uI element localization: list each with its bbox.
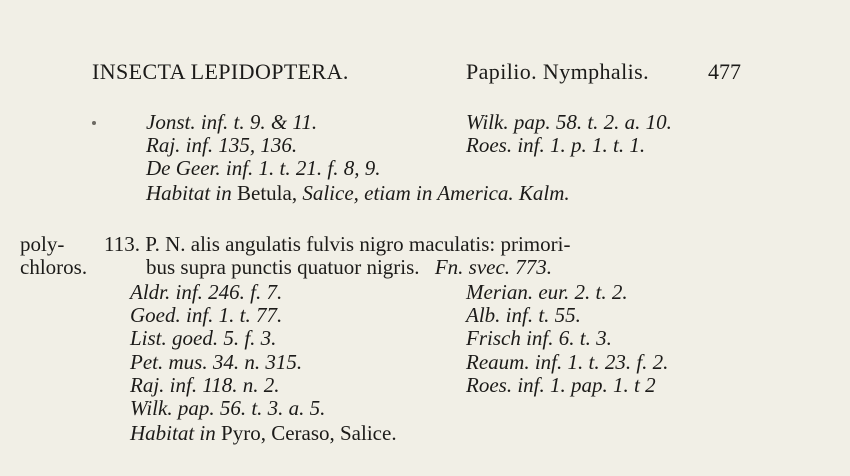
ink-speck	[92, 121, 96, 125]
entry-number: 113.	[104, 232, 140, 256]
top-ref-left-2: Raj. inf. 135, 136.	[146, 133, 298, 157]
running-header-title: INSECTA LEPIDOPTERA.	[92, 59, 349, 84]
fauna-svecica-ref: Fn. svec. 773.	[434, 255, 553, 279]
entry-ref-left-5: Raj. inf. 118. n. 2.	[130, 373, 280, 397]
entry-habitat-label: Habitat in	[130, 421, 216, 445]
entry-ref-left-3: List. goed. 5. f. 3.	[130, 326, 277, 350]
running-header-genus: Papilio. Nymphalis.	[466, 59, 649, 84]
entry-ref-right-3: Frisch inf. 6. t. 3.	[466, 326, 612, 350]
entry-description: P. N. alis angulatis fulvis nigro maculatis: primori-	[145, 232, 571, 256]
entry-ref-right-1: Merian. eur. 2. t. 2.	[466, 280, 628, 304]
top-habitat-line	[146, 181, 570, 205]
page-number: 477	[708, 59, 741, 84]
top-ref-right-2: Roes. inf. 1. p. 1. t. 1.	[466, 133, 646, 157]
entry-description-cont: bus supra punctis quatuor nigris.	[146, 255, 420, 279]
habitat-note: , etiam in America. Kalm.	[353, 181, 570, 205]
species-name-line-2: chloros.	[20, 255, 88, 279]
top-ref-left-3: De Geer. inf. 1. t. 21. f. 8, 9.	[146, 156, 381, 180]
entry-ref-right-4: Reaum. inf. 1. t. 23. f. 2.	[466, 350, 669, 374]
entry-habitat-line	[130, 421, 397, 445]
entry-ref-left-6: Wilk. pap. 56. t. 3. a. 5.	[130, 396, 326, 420]
species-name-line-1: poly-	[20, 232, 65, 256]
entry-description-line-1	[104, 232, 570, 256]
entry-ref-left-4: Pet. mus. 34. n. 315.	[130, 350, 303, 374]
habitat-label: Habitat in	[146, 181, 232, 205]
entry-ref-right-2: Alb. inf. t. 55.	[466, 303, 581, 327]
entry-description-line-2	[146, 255, 552, 279]
top-ref-right-1: Wilk. pap. 58. t. 2. a. 10.	[466, 110, 672, 134]
top-ref-left-1: Jonst. inf. t. 9. & 11.	[146, 110, 318, 134]
habitat-plant-roman: Betula,	[237, 181, 298, 205]
entry-ref-left-1: Aldr. inf. 246. f. 7.	[130, 280, 283, 304]
entry-ref-right-5: Roes. inf. 1. pap. 1. t 2	[466, 373, 656, 397]
entry-ref-left-2: Goed. inf. 1. t. 77.	[130, 303, 283, 327]
entry-habitat-plants: Pyro, Ceraso, Salice.	[221, 421, 397, 445]
habitat-plant-italic: Salice	[302, 181, 354, 205]
